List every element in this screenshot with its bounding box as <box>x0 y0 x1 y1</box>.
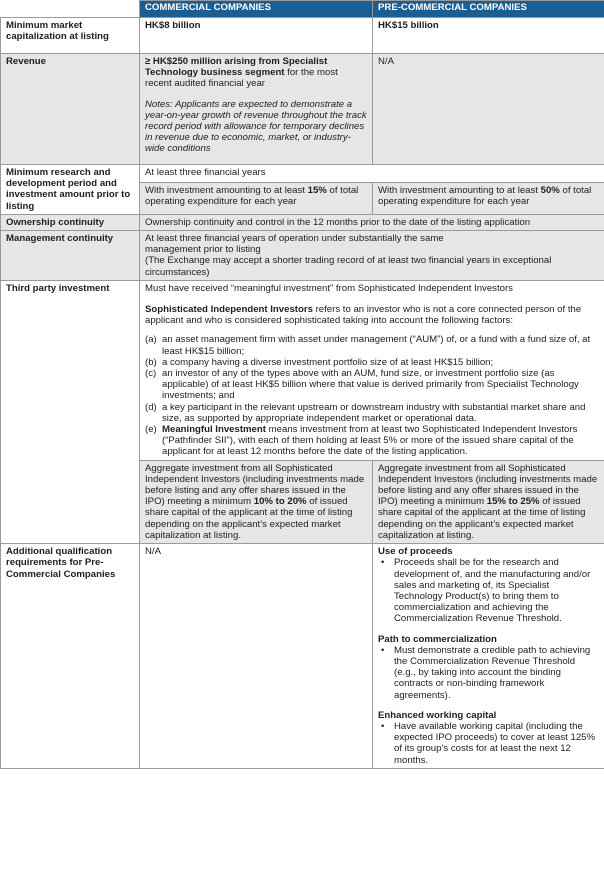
sii-factor-list <box>145 334 599 457</box>
revenue-commercial-bold: ≥ HK$250 million arising from Specialist Technology business segment <box>145 56 328 79</box>
aggregate-commercial <box>140 460 373 543</box>
bullet-icon: • <box>381 644 385 656</box>
list-text: an investor of any of the types above with an AUM, fund size, or investment portfolio size (as applicable) of at least HK$5 billion where that value is derived primarily from Specialist Technology investments; and <box>162 368 579 402</box>
additional-precommercial <box>373 544 604 769</box>
revenue-commercial <box>140 54 373 165</box>
row-label: Additional qualification requirements for Pre-Commercial Companies <box>1 544 140 769</box>
header-blank-cell <box>1 1 140 18</box>
list-text: Have available working capital (including the expected IPO proceeds) to cover at least 125% of its group’s costs for at least the next 12 months. <box>394 720 596 766</box>
section-heading: Path to commercialization <box>378 633 497 645</box>
section-bullets <box>378 645 599 701</box>
header-commercial: COMMERCIAL COMPANIES <box>140 1 373 18</box>
list-item <box>145 402 599 424</box>
row-third-party <box>1 280 604 460</box>
row-ownership <box>1 214 604 230</box>
section-bullets <box>378 721 599 766</box>
section-heading: Enhanced working capital <box>378 709 497 721</box>
section-use-of-proceeds <box>378 546 599 624</box>
row-market-cap <box>1 18 604 54</box>
sii-term: Sophisticated Independent Investors <box>145 304 313 316</box>
section-heading: Use of proceeds <box>378 546 453 558</box>
list-item <box>378 557 599 624</box>
aggregate-precommercial <box>373 460 604 543</box>
market-cap-precommercial: HK$15 billion <box>373 18 604 54</box>
research-commercial-pre: With investment amounting to at least <box>145 185 308 196</box>
third-party-cell <box>140 280 604 460</box>
revenue-precommercial: N/A <box>373 54 604 165</box>
bullet-icon: • <box>381 720 385 732</box>
list-item <box>145 368 599 402</box>
list-item <box>145 357 599 368</box>
section-path-to-commercialization <box>378 634 599 701</box>
list-marker: (c) <box>145 368 157 380</box>
bullet-icon: • <box>381 557 385 569</box>
section-bullets <box>378 557 599 624</box>
row-revenue <box>1 54 604 165</box>
management-text: At least three financial years of operation under substantially the same management prior to listing <box>145 233 444 256</box>
research-precommercial-pct: 50% <box>540 185 560 196</box>
row-research <box>1 165 604 183</box>
revenue-note: Notes: Applicants are expected to demonstrate a year-on-year growth of revenue throughout the track record period with allowance for temporary declines in revenue due to economic, market, or industry-wide conditions <box>145 98 367 155</box>
market-cap-commercial: HK$8 billion <box>140 18 373 54</box>
sii-def: refers to an investor who is not a core connected person of the applicant and who is considered sophisticated taking into account the following factors: <box>145 304 582 327</box>
research-shared: At least three financial years <box>140 165 604 183</box>
aggregate-commercial-range: 10% to 20% <box>253 496 307 508</box>
table-header-row <box>1 1 604 18</box>
research-precommercial <box>373 183 604 215</box>
row-label: Minimum market capitalization at listing <box>1 18 140 54</box>
list-text: Must demonstrate a credible path to achieving the Commercialization Revenue Threshold (e.g., by taking into account the binding contracts or non-binding framework agreements). <box>394 644 591 701</box>
aggregate-commercial-post: of issued share capital of the applicant at the time of listing depending on the applicant’s expected market capitalization at listing. <box>145 496 353 541</box>
list-text: a key participant in the relevant upstream or downstream industry with substantial market share and size, as supported by appropriate independent market or operational data. <box>162 401 586 424</box>
aggregate-commercial-pre: Aggregate investment from all Sophisticated Independent Investors (including investments made before listing and any offer shares issued in the IPO) meeting a minimum <box>145 462 365 508</box>
research-precommercial-pre: With investment amounting to at least <box>378 185 541 196</box>
list-text: means investment from at least two Sophisticated Independent Investors (“Pathfinder SII”), with each of them holding at least 5% or more of the issued share capital of the applicant for at least 12 months before the date of the listing application. <box>162 424 578 458</box>
meaningful-investment-term: Meaningful Investment <box>162 424 266 436</box>
management-cell <box>140 231 604 281</box>
additional-commercial: N/A <box>140 544 373 769</box>
header-precommercial: PRE-COMMERCIAL COMPANIES <box>373 1 604 18</box>
aggregate-precommercial-range: 15% to 25% <box>486 496 540 508</box>
list-marker: (d) <box>145 401 157 413</box>
sii-definition <box>145 304 599 326</box>
row-label: Minimum research and development period and investment amount prior to listing <box>1 165 140 215</box>
revenue-commercial-rest: for the most recent audited financial year <box>145 67 338 90</box>
row-label: Management continuity <box>1 231 140 281</box>
row-label: Revenue <box>1 54 140 165</box>
list-text: an asset management firm with asset under management (“AUM”) of, or a fund with a fund size of, at least HK$15 billion; <box>162 334 591 357</box>
research-commercial-post: of total operating expenditure for each year <box>145 185 359 208</box>
list-text: Proceeds shall be for the research and development of, and the manufacturing and/or sales and marketing of, its Specialist Technology Product(s) to bring them to commercialization and achieving the Commercialization Revenue Threshold. <box>394 557 591 625</box>
research-commercial <box>140 183 373 215</box>
research-precommercial-post: of total operating expenditure for each year <box>378 185 592 208</box>
list-item <box>378 721 599 766</box>
list-text: a company having a diverse investment portfolio size of at least HK$15 billion; <box>162 356 494 368</box>
list-marker: (b) <box>145 356 157 368</box>
list-item <box>145 334 599 356</box>
row-label: Third party investment <box>1 280 140 543</box>
list-item <box>145 424 599 458</box>
list-item <box>378 645 599 701</box>
row-additional <box>1 544 604 769</box>
third-party-intro: Must have received “meaningful investment” from Sophisticated Independent Investors <box>145 282 513 294</box>
ownership-text: Ownership continuity and control in the 12 months prior to the date of the listing application <box>140 214 604 230</box>
list-marker: (e) <box>145 424 157 436</box>
management-note: (The Exchange may accept a shorter trading record of at least two financial years in exceptional circumstances) <box>145 255 552 278</box>
row-label: Ownership continuity <box>1 214 140 230</box>
aggregate-precommercial-post: of issued share capital of the applicant at the time of listing depending on the applicant’s expected market capitalization at listing. <box>378 496 586 541</box>
section-enhanced-working-capital <box>378 710 599 766</box>
research-commercial-pct: 15% <box>307 185 327 196</box>
aggregate-precommercial-pre: Aggregate investment from all Sophisticated Independent Investors (including investments made before listing and any offer shares issued in the IPO) meeting a minimum <box>378 462 598 508</box>
list-marker: (a) <box>145 334 157 346</box>
row-management <box>1 231 604 281</box>
